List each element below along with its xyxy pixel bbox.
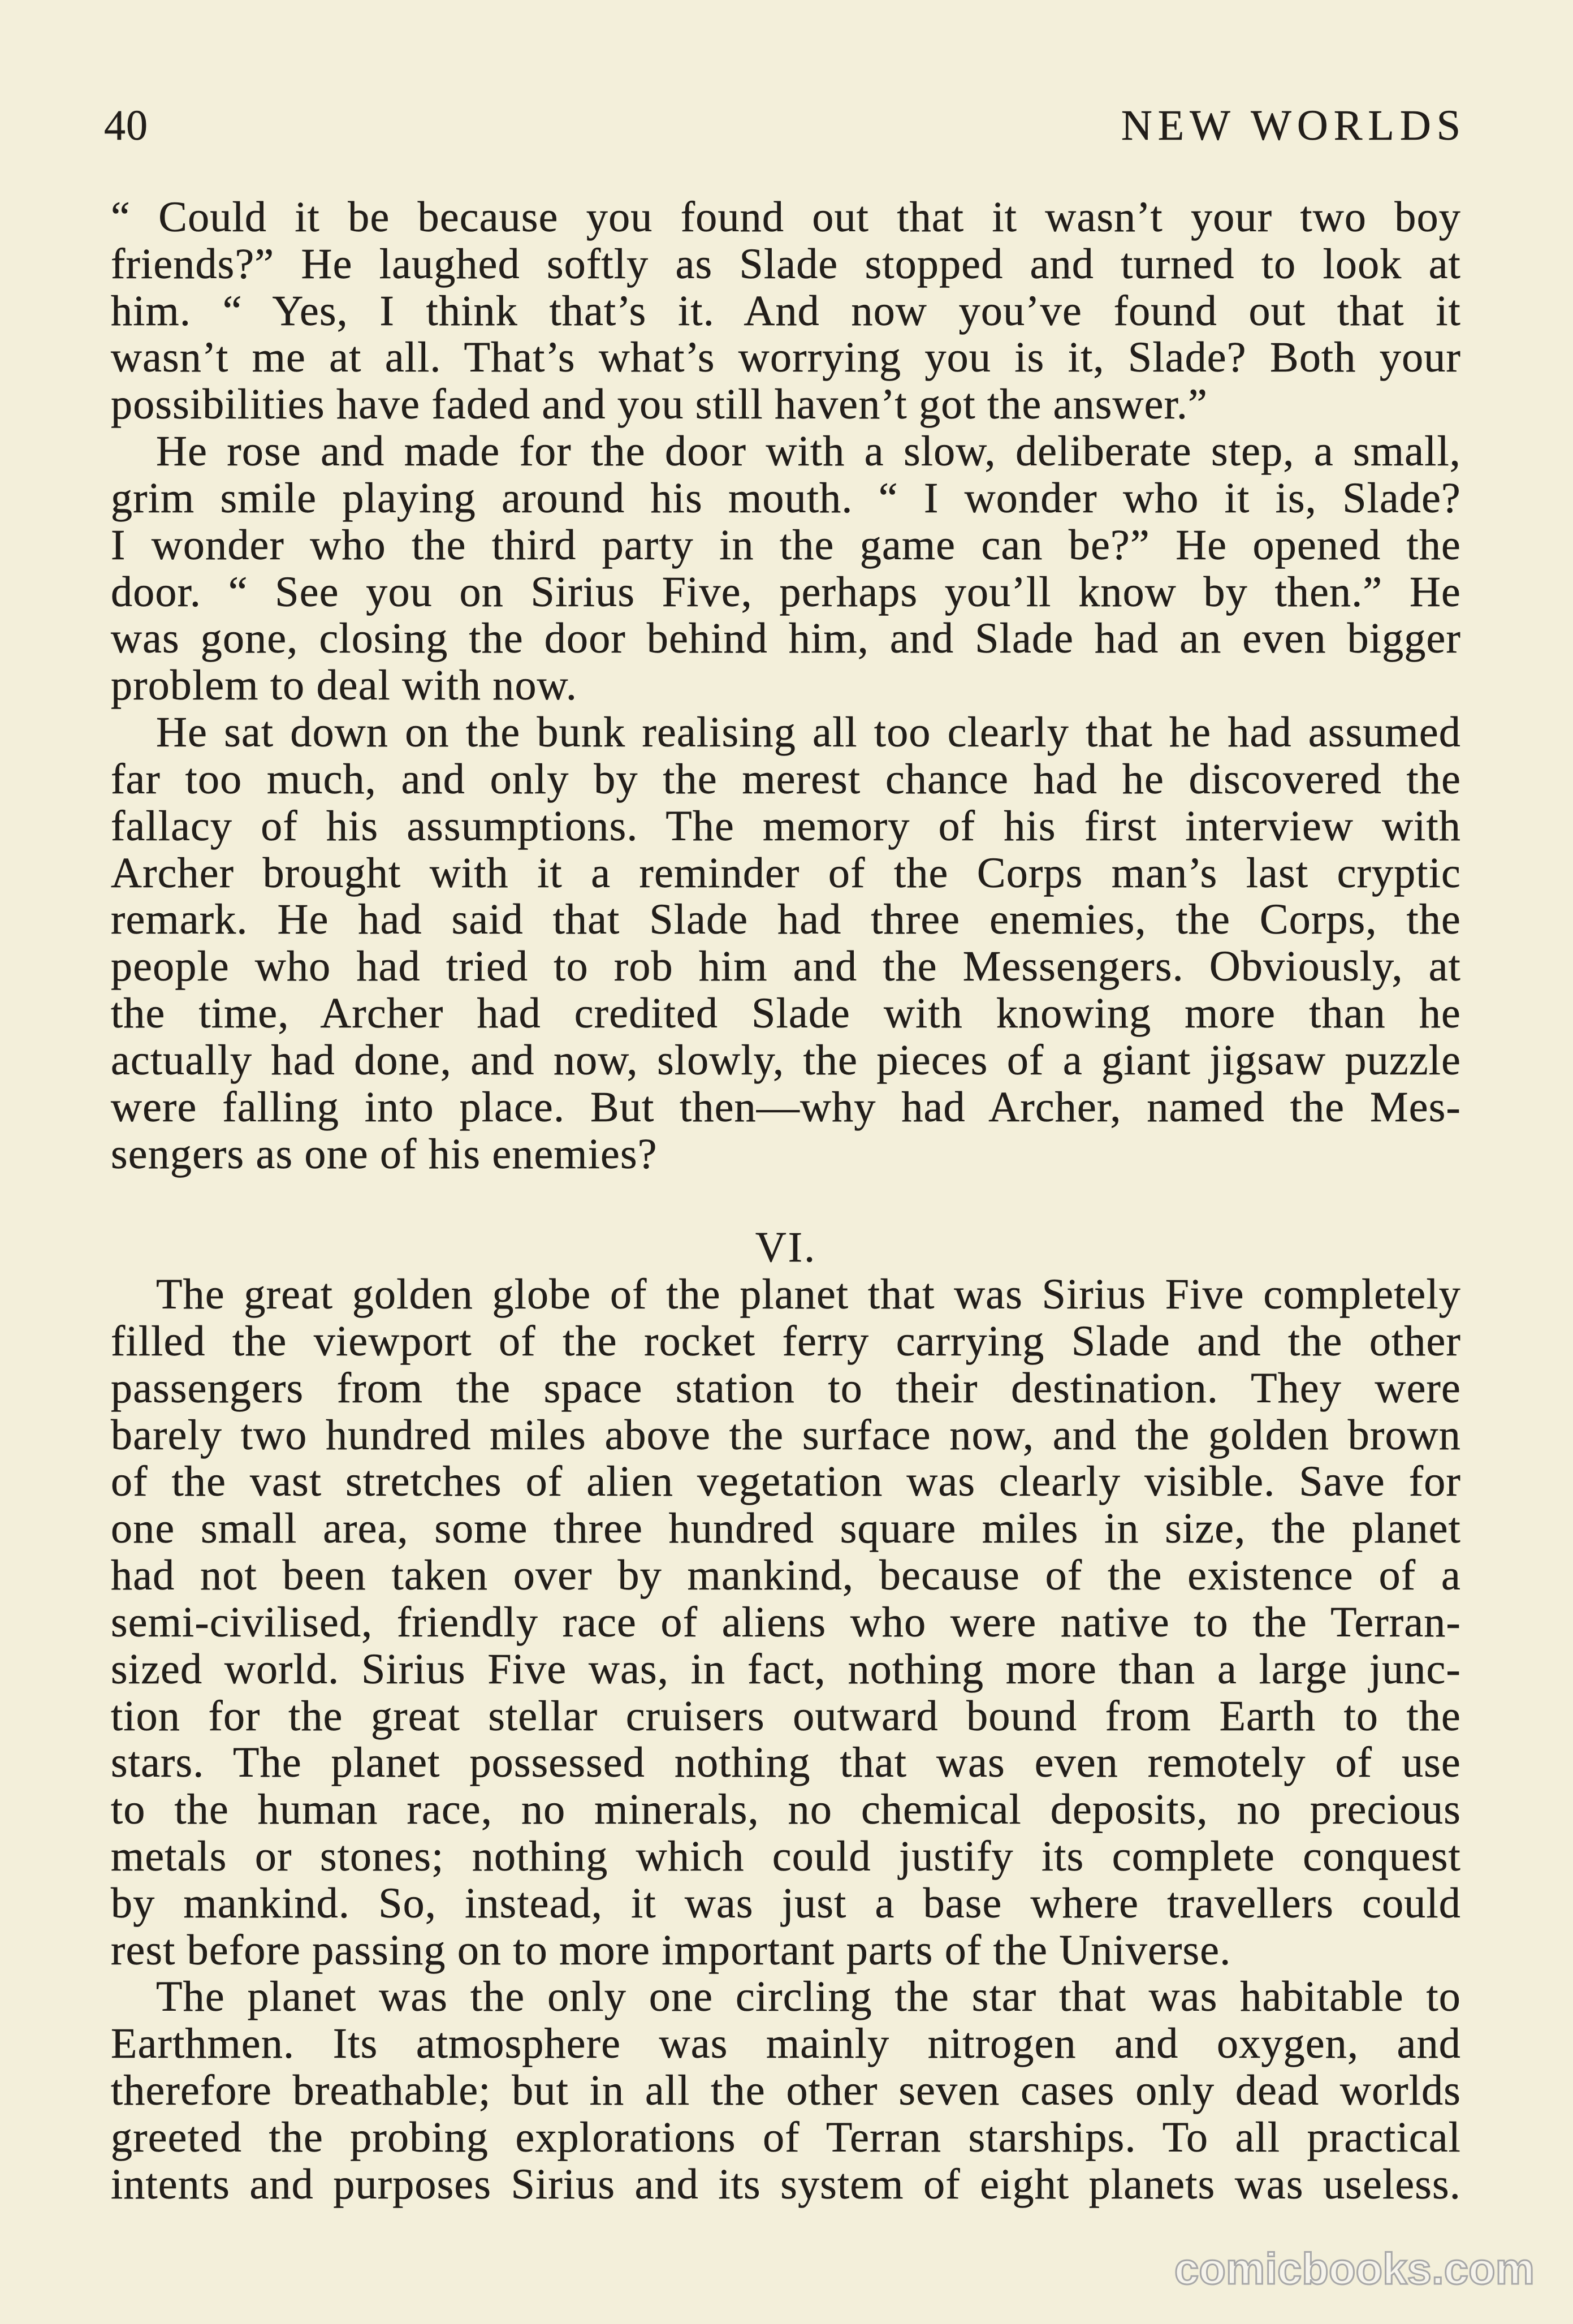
text-line: had not been taken over by mankind, because of the existence of a bbox=[111, 1552, 1461, 1600]
text-line: of the vast stretches of alien vegetation was clearly visible. Save for bbox=[111, 1458, 1461, 1506]
text-line: semi-civilised, friendly race of aliens who were native to the Terran- bbox=[111, 1598, 1461, 1646]
paragraph bbox=[111, 1271, 1461, 1973]
page-header bbox=[104, 102, 1466, 149]
text-line: to the human race, no minerals, no chemical deposits, no precious bbox=[111, 1786, 1461, 1834]
text-line: therefore breathable; but in all the other seven cases only dead worlds bbox=[111, 2067, 1461, 2115]
section bbox=[111, 194, 1461, 1177]
text-line: stars. The planet possessed nothing that was even remotely of use bbox=[111, 1739, 1461, 1787]
text-line: rest before passing on to more important parts of the Universe. bbox=[111, 1926, 1231, 1974]
section-heading: VI. bbox=[755, 1224, 817, 1272]
body-text bbox=[111, 194, 1461, 2208]
text-line: filled the viewport of the rocket ferry carrying Slade and the other bbox=[111, 1317, 1461, 1365]
text-line: barely two hundred miles above the surface now, and the golden brown bbox=[111, 1411, 1461, 1459]
text-line: the time, Archer had credited Slade with knowing more than he bbox=[111, 990, 1461, 1038]
watermark: comicbooks.com bbox=[1174, 2244, 1535, 2293]
text-line: Archer brought with it a reminder of the Corps man’s last cryptic bbox=[111, 849, 1461, 897]
text-line: grim smile playing around his mouth. “ I wonder who it is, Slade? bbox=[111, 474, 1461, 522]
running-title: NEW WORLDS bbox=[1121, 102, 1466, 149]
text-line: was gone, closing the door behind him, and Slade had an even bigger bbox=[111, 615, 1461, 663]
text-line: problem to deal with now. bbox=[111, 662, 578, 710]
text-line: remark. He had said that Slade had three enemies, the Corps, the bbox=[111, 896, 1461, 944]
paragraph bbox=[111, 194, 1461, 428]
text-line: friends?” He laughed softly as Slade stopped and turned to look at bbox=[111, 240, 1461, 288]
text-line: “ Could it be because you found out that it wasn’t your two boy bbox=[111, 193, 1461, 241]
text-line: The great golden globe of the planet that was Sirius Five completely bbox=[156, 1271, 1461, 1319]
text-line: door. “ See you on Sirius Five, perhaps you’ll know by then.” He bbox=[111, 568, 1461, 616]
text-line: by mankind. So, instead, it was just a base where travellers could bbox=[111, 1879, 1461, 1927]
text-line: one small area, some three hundred square miles in size, the planet bbox=[111, 1505, 1461, 1553]
text-line: sengers as one of his enemies? bbox=[111, 1130, 658, 1178]
text-line: actually had done, and now, slowly, the pieces of a giant jigsaw puzzle bbox=[111, 1036, 1461, 1084]
text-line: metals or stones; nothing which could justify its complete conquest bbox=[111, 1832, 1461, 1880]
text-line: Earthmen. Its atmosphere was mainly nitrogen and oxygen, and bbox=[111, 2020, 1461, 2068]
text-line: were falling into place. But then—why had Archer, named the Mes- bbox=[111, 1083, 1461, 1131]
text-line: fallacy of his assumptions. The memory of his first interview with bbox=[111, 802, 1461, 850]
paragraph bbox=[111, 709, 1461, 1177]
text-line: He sat down on the bunk realising all too clearly that he had assumed bbox=[156, 709, 1461, 757]
text-line: him. “ Yes, I think that’s it. And now you’ve found out that it bbox=[111, 287, 1461, 335]
paragraph bbox=[111, 1973, 1461, 2208]
text-line: passengers from the space station to their destination. They were bbox=[111, 1364, 1461, 1412]
text-line: The planet was the only one circling the star that was habitable to bbox=[156, 1973, 1461, 2021]
text-line: intents and purposes Sirius and its system of eight planets was useless. bbox=[111, 2160, 1461, 2208]
text-line: greeted the probing explorations of Terran starships. To all practical bbox=[111, 2113, 1461, 2161]
text-line: tion for the great stellar cruisers outward bound from Earth to the bbox=[111, 1692, 1461, 1740]
paragraph bbox=[111, 428, 1461, 709]
text-line: I wonder who the third party in the game can be?” He opened the bbox=[111, 521, 1461, 569]
page-number: 40 bbox=[104, 102, 148, 149]
section bbox=[111, 1224, 1461, 2208]
text-line: people who had tried to rob him and the Messengers. Obviously, at bbox=[111, 943, 1461, 991]
text-line: wasn’t me at all. That’s what’s worrying you is it, Slade? Both your bbox=[111, 334, 1461, 382]
text-line: sized world. Sirius Five was, in fact, nothing more than a large junc- bbox=[111, 1645, 1461, 1693]
text-line: possibilities have faded and you still haven’t got the answer.” bbox=[111, 381, 1208, 429]
text-line: He rose and made for the door with a slow, deliberate step, a small, bbox=[156, 427, 1461, 476]
text-line: far too much, and only by the merest chance had he discovered the bbox=[111, 755, 1461, 803]
